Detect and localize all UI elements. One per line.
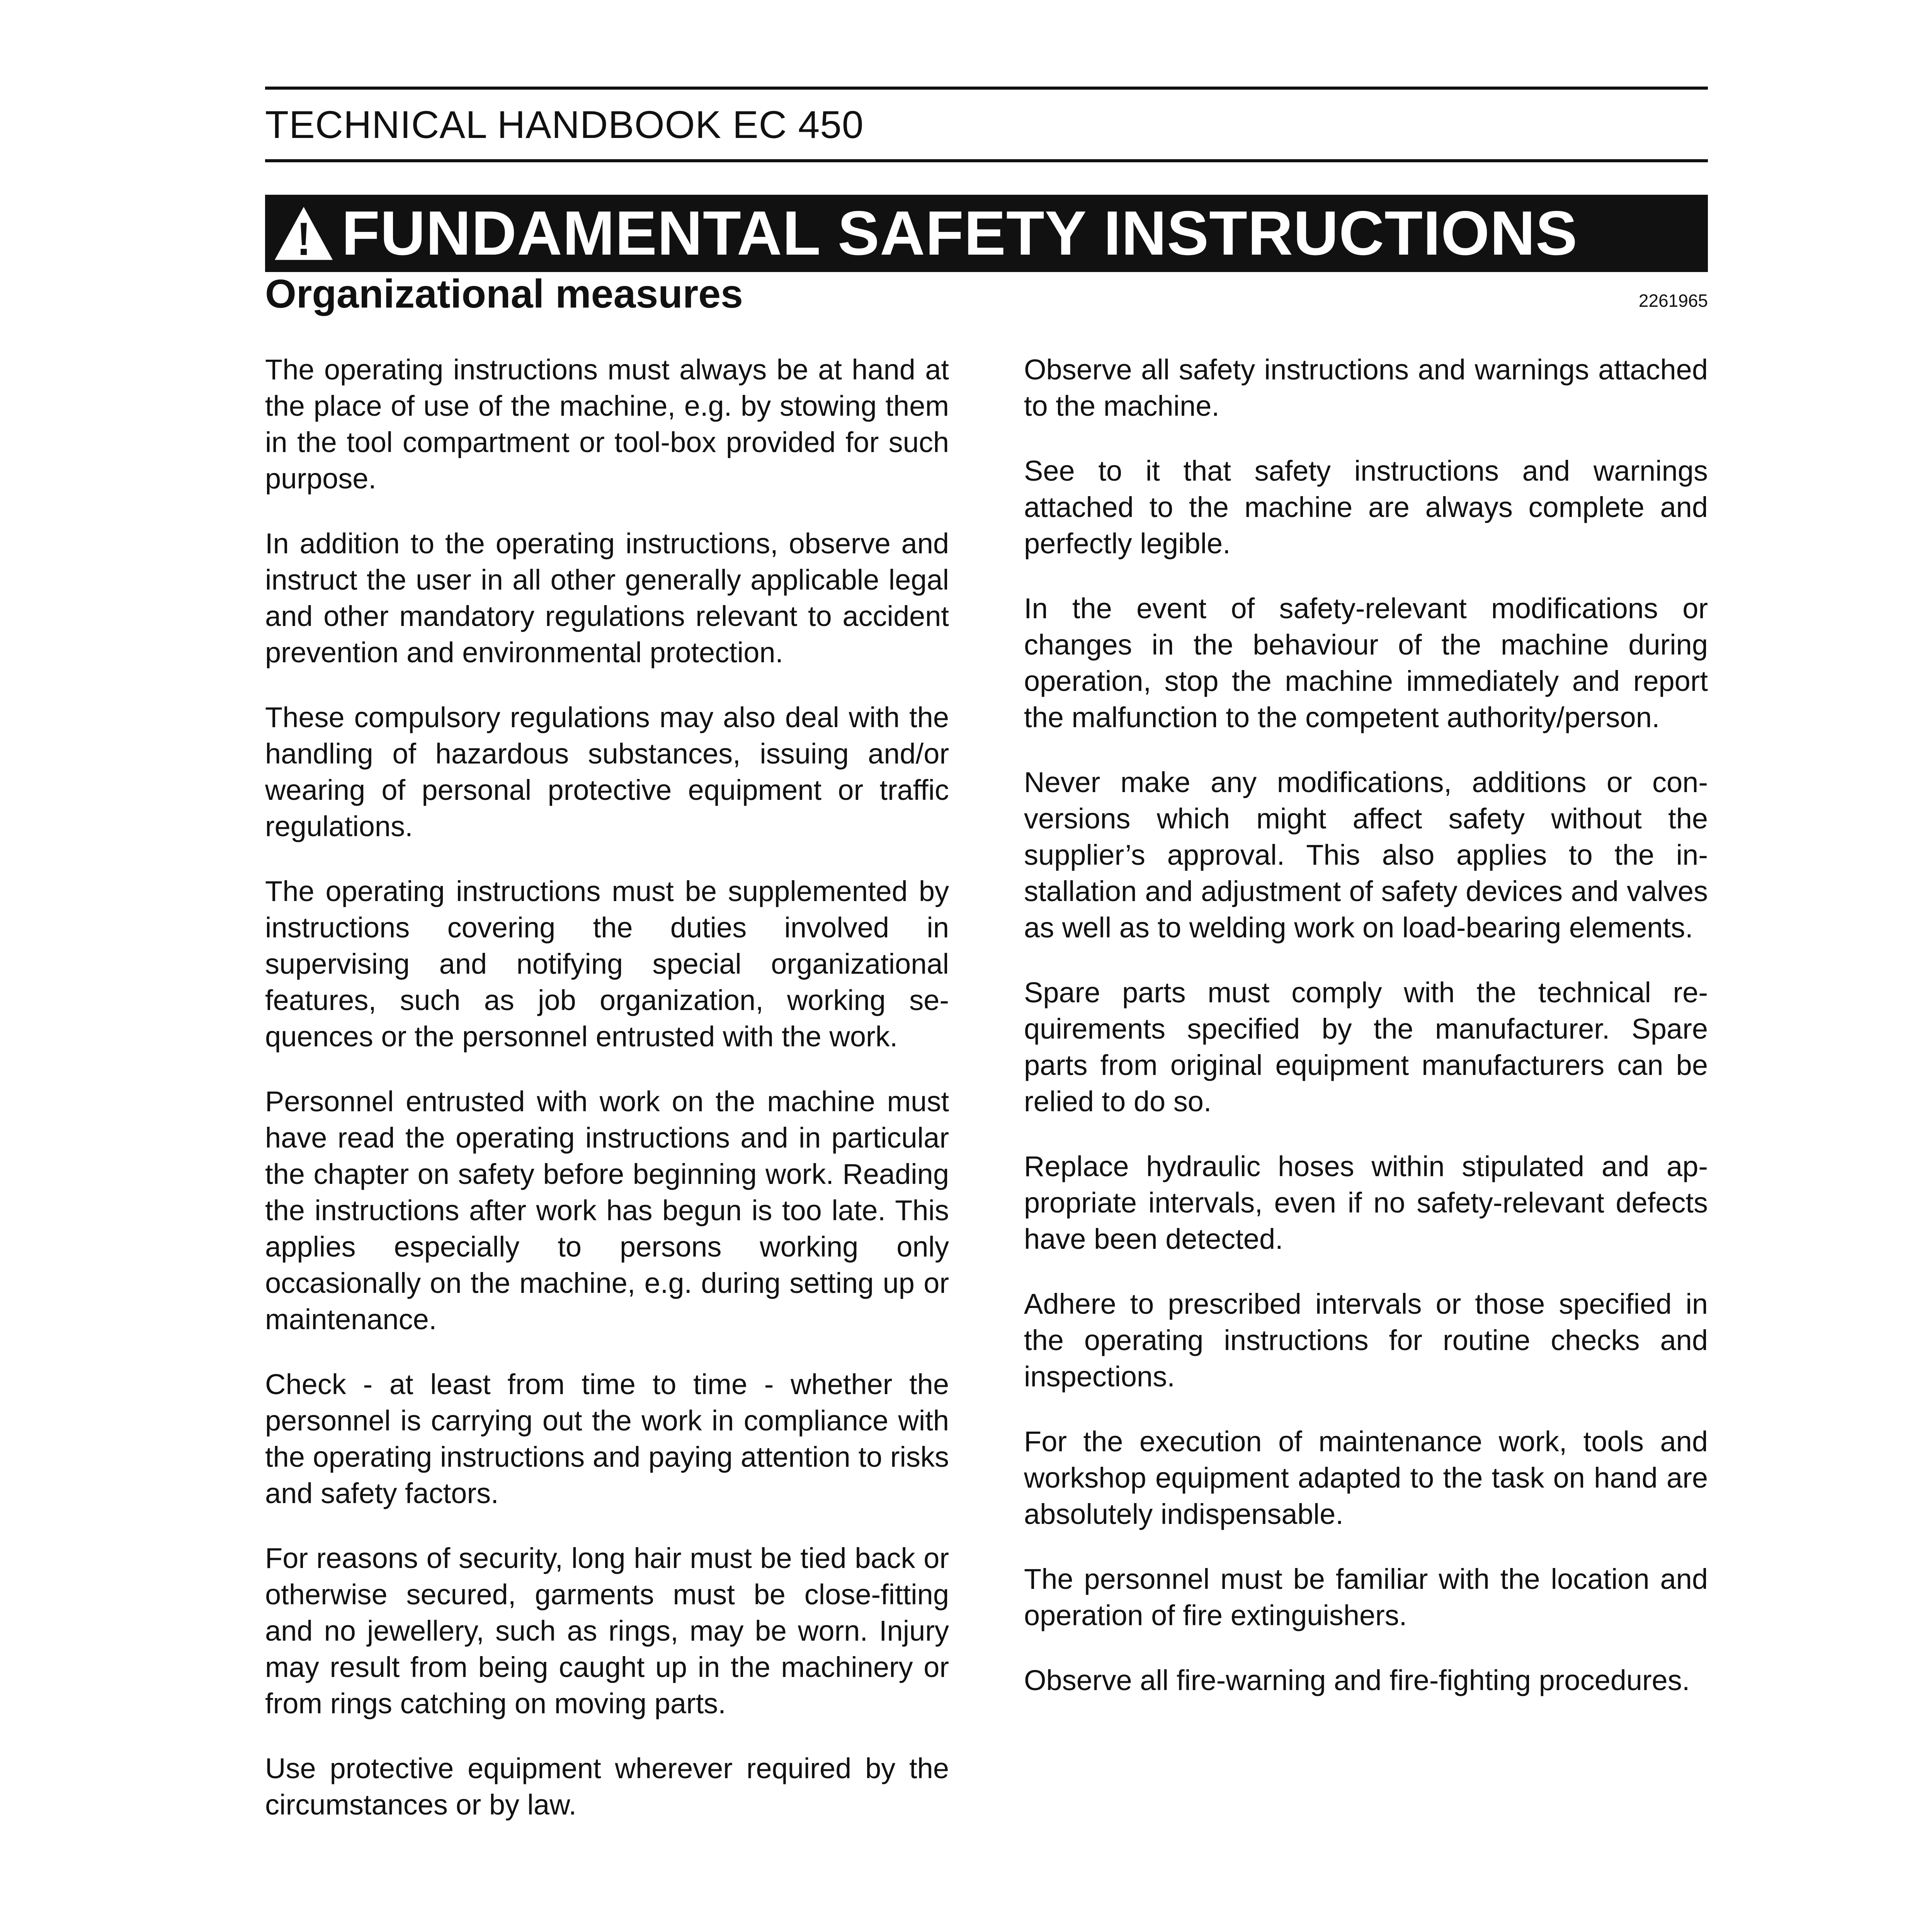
reference-number: 2261965 <box>1638 291 1708 311</box>
left-column <box>265 352 949 1852</box>
title-bar <box>265 195 1708 272</box>
paragraph: Observe all fire-warning and fire-fighting procedures. <box>1024 1664 1690 1696</box>
paragraph: Replace hydraulic hoses within stipulated and appropriate intervals, even if no safety-relevant defects have been detected. <box>1024 1150 1708 1255</box>
paragraph: Personnel entrusted with work on the machine must have read the operating instructions and in particular the chapter on safety before beginning work. Reading the instructions after work has begun is too late. This applies especially to persons working only occasionally on the machine, e.g. during setting up or maintenance. <box>265 1085 949 1335</box>
paragraph: These compulsory regulations may also deal with the handling of hazardous substances, issuing and/or wearing of personal protective equipment or traffic regulations. <box>265 701 949 842</box>
paragraph: In the event of safety-relevant modifications or changes in the behaviour of the machine during operation, stop the machine immediately and report the malfunction to the competent authority/person. <box>1024 592 1708 733</box>
warning-triangle-icon <box>273 204 335 262</box>
top-rule <box>265 87 1708 90</box>
paragraph: Observe all safety instructions and warnings attached to the machine. <box>1024 354 1708 422</box>
header-rule <box>265 159 1708 162</box>
paragraph: For reasons of security, long hair must be tied back or otherwise secured, garments must be close-fitting and no jewellery, such as rings, may be worn. Injury may result from being caught up in the machinery or from rings catching on moving parts. <box>265 1542 949 1719</box>
paragraph: Adhere to prescribed intervals or those specified in the operating instructions for routine checks and inspections. <box>1024 1288 1708 1393</box>
paragraph: Spare parts must comply with the technical requirements specified by the manufacturer. Spare parts from original equipment manufacturers can be relied to do so. <box>1024 976 1708 1117</box>
paragraph: See to it that safety instructions and warnings attached to the machine are always complete and perfectly legible. <box>1024 455 1708 560</box>
page-title: FUNDAMENTAL SAFETY INSTRUCTIONS <box>342 198 1578 268</box>
paragraph: For the execution of maintenance work, tools and workshop equipment adapted to the task on hand are absolutely indispensable. <box>1024 1425 1708 1530</box>
running-header: TECHNICAL HANDBOOK EC 450 <box>265 103 864 146</box>
paragraph: The operating instructions must always be at hand at the place of use of the machine, e.g. by stowing them in the tool compartment or tool-box provided for such purpose. <box>265 354 949 495</box>
paragraph: The operating instructions must be supplemented by instructions covering the duties involved in supervising and notifying special organizational features, such as job organization, working sequences or the personnel entrusted with the work. <box>265 875 949 1053</box>
right-column <box>1024 352 1708 1727</box>
paragraph: Check - at least from time to time - whether the personnel is carrying out the work in compliance with the operating instructions and paying attention to risks and safety factors. <box>265 1368 949 1509</box>
paragraph: In addition to the operating instructions, observe and instruct the user in all other generally applicable legal and other mandatory regulations relevant to accident prevention and environmental protection. <box>265 527 949 668</box>
paragraph: The personnel must be familiar with the location and operation of fire extinguishers. <box>1024 1563 1708 1631</box>
paragraph: Never make any modifications, additions or conversions which might affect safety without the supplier’s approval. This also applies to the installation and adjustment of safety devices and valves as well as to welding work on load-bearing elements. <box>1024 766 1708 944</box>
paragraph: Use protective equipment wherever required by the circumstances or by law. <box>265 1752 949 1821</box>
section-title: Organizational measures <box>265 272 743 316</box>
